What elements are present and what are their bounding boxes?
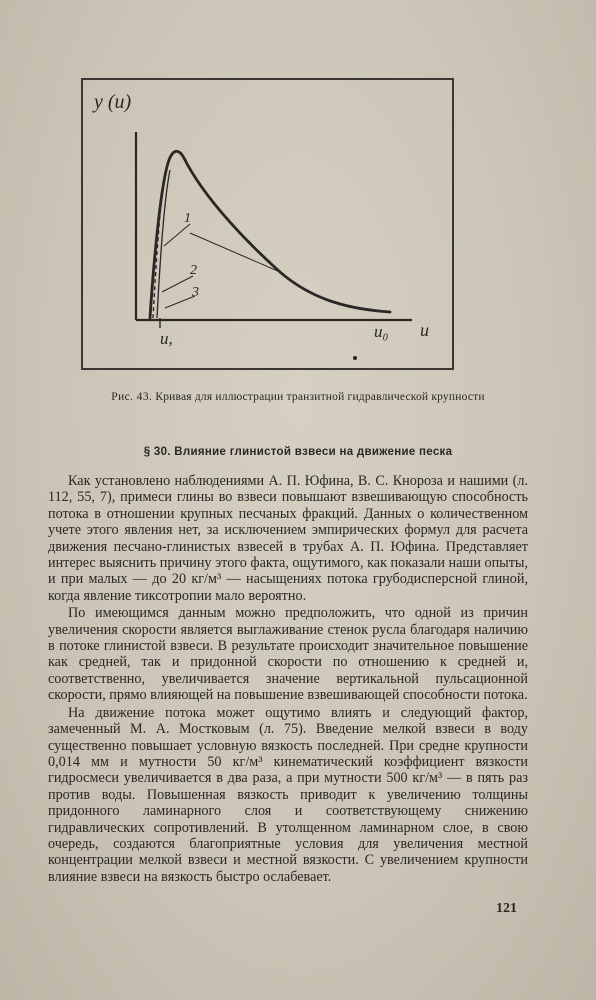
curve-1 — [150, 151, 390, 318]
leader-1 — [164, 224, 190, 246]
body-text — [48, 473, 528, 885]
section-title: § 30. Влияние глинистой взвеси на движение песка — [143, 446, 453, 458]
x-axis-label: u — [420, 320, 429, 340]
tick-label-u1: u, — [160, 329, 173, 348]
print-speck — [353, 356, 357, 360]
curve-label-2: 2 — [190, 263, 197, 278]
transit-hydraulic-size-figure — [0, 0, 596, 400]
paragraph-2: По имеющимся данным можно предположить, что одной из причин увеличения скорости является выглаживание стенок русла благодаря наличию в потоке глинистой взвеси. В результате происходит значительное повышение как средней, так и придонной скорости по отношению к средней и, соответственно, увеличивается значение вертикальной пульсационной скорости, прямо влияющей на повышение взвешивающей способности потока. — [48, 605, 528, 704]
y-axis-label: y (u) — [94, 91, 132, 113]
curve-label-1: 1 — [184, 211, 191, 226]
tick-label-u0: u₀ — [374, 322, 389, 341]
leader-2 — [162, 276, 193, 292]
caption-lead: Рис. 43. — [111, 391, 153, 403]
paragraph-1: Как установлено наблюдениями А. П. Юфина, В. С. Кнороза и нашими (л. 112, 55, 7), примеси глины во взвеси повышают взвешивающую способность потока в отношении крупных песчаных фракций. Данных о количественном учете этого явления нет, за исключением эмпирических формул для расчета движения песчано-глинистых взвесей в трубах А. П. Юфина. Представляет интерес выяснить причину этого факта, ощутимого, как показали наши опыты, и при малых — до 20 кг/м³ — насыщениях потока грубодисперсной глиной, когда явление тиксотропии мало вероятно. — [48, 473, 528, 604]
leader-1b — [190, 233, 280, 272]
curve-label-3: 3 — [192, 285, 199, 300]
caption-text: Кривая для иллюстрации транзитной гидравлической крупности — [155, 391, 485, 403]
leader-3 — [165, 296, 195, 308]
page-number: 121 — [496, 901, 517, 916]
paragraph-3: На движение потока может ощутимо влиять и следующий фактор, замеченный М. А. Мостковым (л. 75). Введение мелкой взвеси в воду существенно повышает условную вязкость последней. При средне крупности 0,014 мм и мутности 50 кг/м³ кинематический коэффициент вязкости гидросмеси увеличивается в два раза, а при мутности 500 кг/м³ — в пять раз против воды. Повышенная вязкость приводит к увеличению толщины придонного ламинарного слоя и соответствующему снижению гидравлических сопротивлений. В утолщенном ламинарном слое, в свою очередь, создаются благоприятные условия для увеличения местной концентрации мелкой взвеси и местной вязкости. С увеличением крупности влияние взвеси на вязкость быстро ослабевает. — [48, 704, 528, 885]
figure-caption — [70, 390, 526, 404]
